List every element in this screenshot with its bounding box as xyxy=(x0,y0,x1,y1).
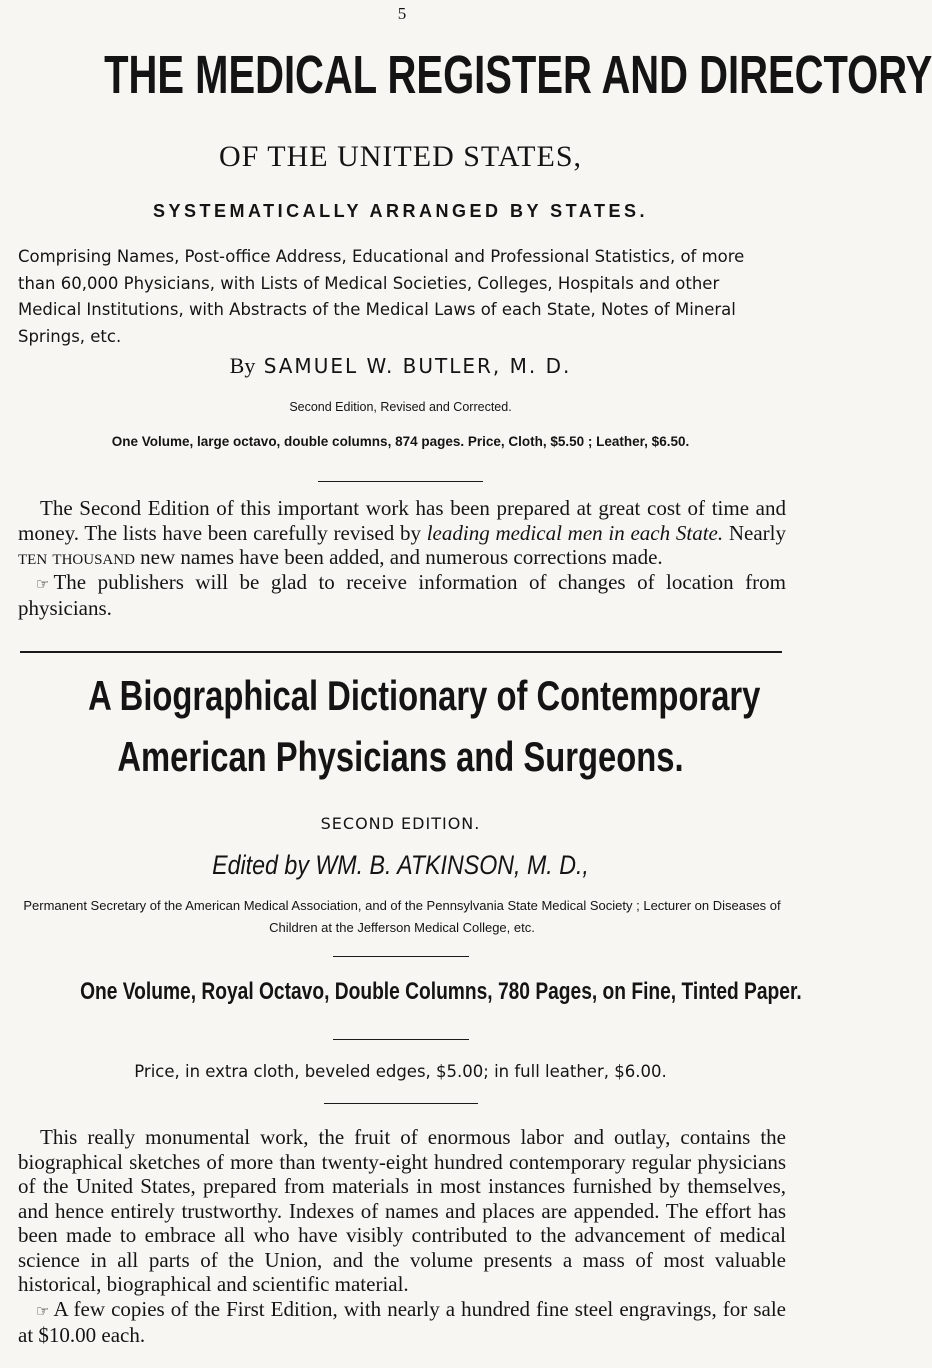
register-body-text-1: The Second Edition of this important work has been prepared at great cost of time and money. The lists have been carefully revised by xyxy=(18,496,786,545)
dictionary-notice-text: A few copies of the First Edition, with nearly a hundred fine steel engravings, for sale at $10.00 each. xyxy=(18,1296,786,1347)
register-edition: Second Edition, Revised and Corrected. xyxy=(289,400,512,414)
register-subtitle: OF THE UNITED STATES, xyxy=(218,140,583,173)
dictionary-body-paragraph: This really monumental work, the fruit of enormous labor and outlay, contains the biographical sketches of more than twenty-eight hundred contemporary regular physicians of the United States, prepared from materials in most instances furnished by themselves, and hence entirely trustworthy. Indexes of names and places are appended. The effort has been made to embrace all who have visibly contributed to the advancement of medical science in all parts of the Union, and the volume presents a mass of most valuable historical, biographical and scientific material. xyxy=(18,1125,786,1296)
divider-short xyxy=(333,956,469,957)
register-arrangement: SYSTEMATICALLY ARRANGED BY STATES. xyxy=(152,201,649,221)
dictionary-notice xyxy=(18,1297,786,1348)
register-notice-text: The publishers will be glad to receive information of changes of location from physicians. xyxy=(18,569,786,620)
divider-short xyxy=(318,481,483,482)
register-body-smallcaps: ten thousand xyxy=(18,545,135,569)
page-number: 5 xyxy=(397,4,407,23)
register-body-paragraph xyxy=(18,496,786,570)
section-divider xyxy=(20,651,782,653)
dictionary-body xyxy=(18,1125,786,1348)
register-body-italic: leading medical men in each State. xyxy=(426,520,724,545)
register-title: THE MEDICAL REGISTER AND DIRECTORY xyxy=(104,45,932,105)
dictionary-title-line-2: American Physicians and Surgeons. xyxy=(117,733,684,780)
dictionary-price: Price, in extra cloth, beveled edges, $5.00; in full leather, $6.00. xyxy=(134,1062,667,1081)
register-notice xyxy=(18,570,786,621)
author-name: SAMUEL W. BUTLER, M. D. xyxy=(263,354,572,378)
pointing-hand-icon: ☞ xyxy=(36,574,50,593)
dictionary-volume-info: One Volume, Royal Octavo, Double Columns, 780 Pages, on Fine, Tinted Paper. xyxy=(80,978,802,1005)
pointing-hand-icon: ☞ xyxy=(36,1301,50,1320)
register-author xyxy=(0,353,801,379)
register-body-text-3: new names have been added, and numerous corrections made. xyxy=(134,545,663,569)
register-volume-info: One Volume, large octavo, double columns, 874 pages. Price, Cloth, $5.50 ; Leather, $6.50. xyxy=(111,434,690,449)
register-body-text-2: Nearly xyxy=(723,520,787,545)
dictionary-editor-credentials: Permanent Secretary of the American Medical Association, and of the Pennsylvania State Medical Society ; Lecturer on Diseases of Children at the Jefferson Medical College, etc. xyxy=(23,898,781,935)
author-by: By xyxy=(229,353,256,378)
dictionary-edition: SECOND EDITION. xyxy=(320,814,481,833)
register-description: Comprising Names, Post-office Address, Educational and Professional Statistics, of more than 60,000 Physicians, with Lists of Medical Societies, Colleges, Hospitals and other Medical Institutions, with Abstracts of the Medical Laws of each State, Notes of Mineral Springs, etc. xyxy=(18,247,745,347)
dictionary-editor: Edited by WM. B. ATKINSON, M. D., xyxy=(212,850,589,880)
divider-short xyxy=(324,1103,478,1104)
divider-short xyxy=(333,1039,469,1040)
register-body xyxy=(18,496,786,621)
dictionary-title-line-1: A Biographical Dictionary of Contemporary xyxy=(88,672,761,719)
